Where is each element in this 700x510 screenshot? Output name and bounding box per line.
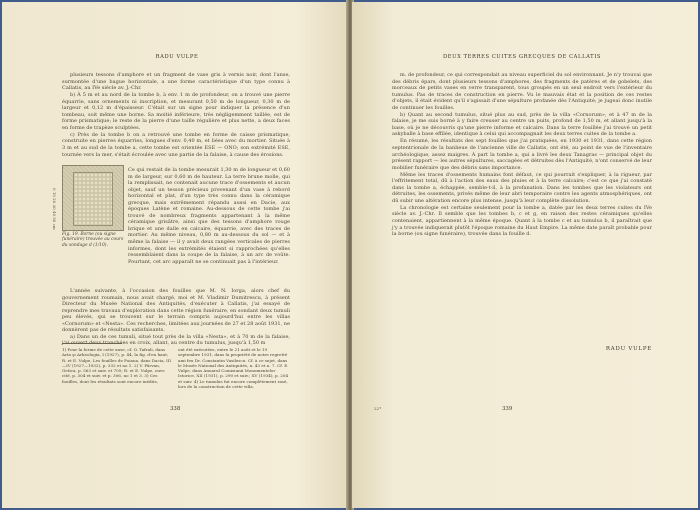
running-header-right: DEUX TERRES CUITES GRECQUES DE CALLATIS: [442, 54, 602, 60]
paragraph: b) À 5 m et au nord de la tombe b, à env. 1 m de profondeur, on a trouvé une pierre équarrie, sans ornements ni inscription, et mesurant 0,50 m de longueur, 0,30 m de largeur et 0,12 m d'épaisseur. C'était sur un signe pour indiquer la présence d'un tombeau, soit même une borne. Sa moitié inférieure, très négligemment taillée, est de forme prismatique; le reste de la pierre d'une taille régulière et plus nette, a deux faces en forme de trapèze sculptées.: [62, 92, 290, 131]
figure-stone-marker: [62, 165, 124, 231]
paragraph: plusieurs tessons d'amphore et un fragment de vase gris à vernis noir, dont l'anse, surmontée d'une bague horizontale, a une forme caractéristique d'un type connu à Callatis, au IVe siècle av. J.-Chr.: [62, 72, 290, 92]
stone-image: [73, 172, 113, 226]
right-page: [352, 2, 698, 508]
wrap-text: Ce qui restait de la tombe mesurait 1,30 m de longueur et 0,60 m de largeur, sur 0,60 m de hauteur. La terre brune molle, qui la remplissait, ne contenait aucune trace d'ossements et aucun objet, sauf un tesson précieux provenant d'un vase à rebord horizontal et plat, d'un type très connu dans la céramique grecque, mais extrêmement répandu aussi en Dacie, aux époques Latène et romaine. Au-dessous de cette tombe j'ai trouvé de nombreux fragments appartenant à la même céramique grisâtre, ainsi que des tessons d'amphore rouge brique et une dalle en calcaire, équarrie, avec des traces de mortier. Au même niveau, 0,80 m au-dessous du sol — et à même la falaise — il y avait deux rangées verticales de pierres informes, dont les extrémités étaient si rapprochées qu'elles ressemblaient dans la coupe de la falaise, à un arc de voûte. Pourtant, cet arc apparaît ne se continuait pas à l'intérieur.: [128, 167, 290, 265]
footnote-rule: [62, 343, 122, 344]
paragraph: c) Près de la tombe b on a retrouvé une tombe en forme de caisse prismatique, construite en pierres équarries, longues d'env. 0,40 m, et liées avec du mortier. Située à 3 m et au sud de la tombe a, cette tombe est orientée ESE — ONO; son extrémité ESE, tournée vers la mer, s'était écroulée avec une partie de la falaise, à cause des érosions.: [62, 131, 290, 158]
footnotes-col-2: ont été exécutées, entre le 21 août et le 19 septembre 1931, dans la propriété de notre regretté ami feu Dr. Constantin Vasilescu. Cf. à ce sujet, dans le Musée National des Antiquités, n. 43 et n. 7. Cf. E. Vulpe, dans Anuarul Comisiunii Monumentelor Istorice, XII (1931), p. 290 et suiv.; XV (1934), p. 204 et suiv. 4) Le tumulus fut encore complètement rasé, lors de la construction de cette villa.: [178, 347, 289, 390]
page-number-right: 339: [502, 406, 513, 412]
paragraph: m. de profondeur, ce qui correspondait au niveau superficiel du sol environnant. Je n'y trouvai que des débris épars, dont plusieurs tessons d'amphores, des fragments de patères et de gobelets, des morceaux de petits vases en verre transparent, tous groupés en un seul endroit vers l'extérieur du tumulus. Pas de traces de construction en pierre. Vu le mauvais état et la position de ces restes d'objets, il était évident qu'il s'agissait d'une sépulture profanée dès l'Antiquité; je jugeai donc inutile de continuer les fouilles.: [392, 72, 652, 111]
left-main-text: [62, 72, 290, 159]
footnotes-col-1: 1) Pour la forme de cette anse, cf. O. Tafrali, dans Arta şi Arheologia, I (1927), p. 44, la fig. d'en haut; R. et E. Vulpe, Les fouilles de Poiana, dans Dacia, III—IV (1927—1932), p. 332 et no 1. 2) V. Pârvan, Getica, p. 563 et suiv. et 705; R. et E. Vulpe, ouvr. cité, p. 304 et suiv. et p. 306, no 1 et 3. 3) Ces fouilles, dont les résultats sont encore inédits,: [62, 347, 171, 384]
page-number-left: 338: [170, 406, 181, 412]
figure-caption: Fig. 19. Borne (ou signe funéraire) trouvée au cours du sondage d (1/10).: [62, 232, 124, 248]
paragraph: En résumé, les résultats des sept fouilles que j'ai pratiquées, en 1930 et 1931, dans cette région septentrionale de la banlieue de l'ancienne ville de Callatis, ont été, au point de vue de l'inventaire archéologique, assez maigres. À part la tombe a, qui a livré les deux Tanagras — principal objet du présent rapport — les autres sépultures, saccagées et détruites dès l'Antiquité, n'ont conservé de leur mobilier funéraire que des débris sans importance.: [392, 138, 652, 171]
left-page: [2, 2, 348, 508]
right-main-text: [392, 72, 652, 238]
figure-scale: 0 10 20 30 40 50 cm: [52, 188, 57, 230]
paragraph: La chronologie est certaine seulement pour la tombe a, datée par les deux terres cuites du IVe siècle av. J.-Chr. Il semble que les tombes b, c et g, en raison des restes céramiques qu'elles contenaient, appartiennent à la même époque. Quant à la tombe c et au tumulus b, il paraîtrait que j'y a trouvée indiquerait plutôt l'époque romaine du Haut Empire. La même date paraît probable pour la borne (ou signe funéraire), trouvée dans la fouille d.: [392, 204, 652, 238]
paragraph: a) Dans un de ces tumuli, situé tout près de la villa «Nesta», et à 70 m de la falaise, j'ai ouvert deux tranchées en croix, allant, au centre du tumulus, jusqu'à 1,50 m: [62, 333, 290, 347]
left-lower-text: [62, 288, 290, 347]
running-header-left: RADU VULPE: [155, 54, 199, 60]
paragraph: b) Quant au second tumulus, situé plus au sud, près de la villa «Cornorum», et à 47 m de la falaise, je me suis borné à y faire creuser au centre un puits, profond de 1,50 m, et allant jusqu'à la base, où je ne découvris qu'une pierre informe et calcaire. Dans la terre fouillée j'ai trouvé un petit askyballe à base effilée, identique à celui qui accompagnait les deux terres cuites de la tombe a.: [392, 111, 652, 138]
margin-mark: 22*: [374, 406, 382, 411]
paragraph: L'année suivante, à l'occasion des fouilles que M. N. Iorga, alors chef du gouvernement roumain, nous avait chargé, moi et M. Vladimir Dumitrescu, à présent Directeur du Musée National des Antiquités, d'exécuter à Callatis, j'ai essayé de reprendre mes travaux d'exploration dans cette région funéraire, en sondant deux tumuli peu élevés, qui se trouvent sur le terrain compris aujourd'hui entre les villas «Cornorum» et «Nesta». Ces recherches, limitées aux journées de 27 et 28 août 1931, ne donnèrent pas de résultats satisfaisants.: [62, 288, 290, 334]
paragraph: Même les traces d'ossements humains font défaut, ce qui pourrait s'expliquer, à la rigueur, par l'effritement total, dû à l'action des eaux des pluies et à la terre calcaire; c'est ce que j'ai constaté dans la tombe a, échappée, semble-t-il, à la profanation. Dans les tombes que les violateurs ont détruites, les ossements, privés même de leur abri temporaire contre les agents atmosphériques, ont dû subir une altération encore plus intense, jusqu'à leur complète dissolution.: [392, 171, 652, 204]
author-signature: RADU VULPE: [605, 346, 652, 352]
